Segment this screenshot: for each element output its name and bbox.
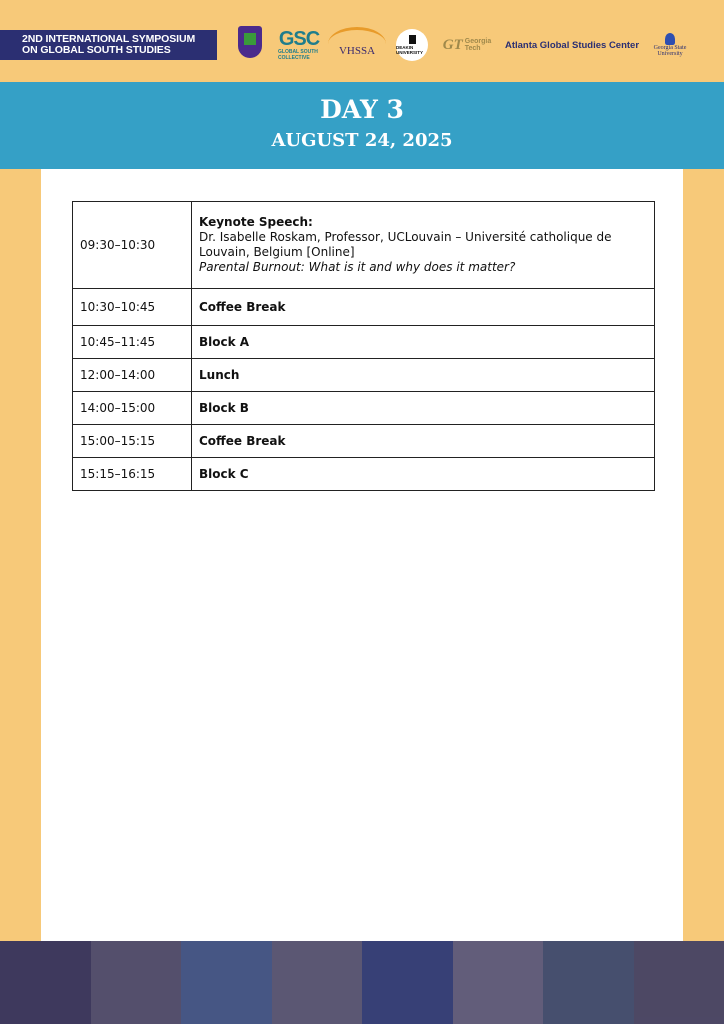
vhssa-logo-text: VHSSA xyxy=(338,44,376,57)
gt-logo-text xyxy=(465,38,491,52)
keynote-label: Keynote Speech: xyxy=(199,215,313,229)
georgia-tech-logo xyxy=(439,36,495,54)
time-cell: 15:15–16:15 xyxy=(73,458,192,491)
table-row xyxy=(73,458,655,491)
table-row xyxy=(73,425,655,458)
vhssa-logo xyxy=(328,27,386,61)
detail-cell: Lunch xyxy=(192,359,655,392)
gsu-logo-line-1: Georgia State xyxy=(653,45,687,51)
schedule-table xyxy=(72,201,655,491)
agsc-logo: Atlanta Global Studies Center xyxy=(504,39,640,51)
photo-strip-overlay xyxy=(0,941,724,1024)
gsc-logo-mark: GSC xyxy=(278,28,320,50)
day-date: AUGUST 24, 2025 xyxy=(271,130,453,151)
partner-logos xyxy=(236,24,724,66)
gsc-logo-text: GLOBAL SOUTH COLLECTIVE xyxy=(278,49,318,61)
deakin-crest-icon xyxy=(409,35,416,44)
flame-icon xyxy=(665,33,675,45)
table-row xyxy=(73,392,655,425)
time-cell: 09:30–10:30 xyxy=(73,202,192,289)
day-title: DAY 3 xyxy=(320,95,404,124)
keynote-speaker: Dr. Isabelle Roskam, Professor, UCLouvain – Université catholique de Louvain, Belgium [Online] xyxy=(199,230,612,259)
event-title-line-1: 2ND INTERNATIONAL SYMPOSIUM xyxy=(22,33,196,45)
table-row xyxy=(73,289,655,326)
day-banner xyxy=(0,82,724,169)
gt-logo-mark: GT xyxy=(442,36,463,53)
time-cell: 10:30–10:45 xyxy=(73,289,192,326)
detail-cell: Block A xyxy=(192,326,655,359)
event-title-line-2: ON GLOBAL SOUTH STUDIES xyxy=(22,44,171,56)
detail-cell xyxy=(192,202,655,289)
event-title-box xyxy=(0,30,217,60)
detail-cell: Block C xyxy=(192,458,655,491)
gsc-logo xyxy=(278,28,320,62)
gt-logo-text-line-2: Tech xyxy=(464,45,481,52)
detail-cell: Block B xyxy=(192,392,655,425)
gt-logo-text-line-1: Georgia xyxy=(464,38,492,45)
table-row xyxy=(73,202,655,289)
time-cell: 14:00–15:00 xyxy=(73,392,192,425)
gsu-logo-line-2: University xyxy=(657,51,683,57)
university-crest-logo xyxy=(238,26,262,58)
detail-cell: Coffee Break xyxy=(192,425,655,458)
georgia-state-logo xyxy=(650,28,690,62)
table-row xyxy=(73,359,655,392)
time-cell: 12:00–14:00 xyxy=(73,359,192,392)
detail-cell: Coffee Break xyxy=(192,289,655,326)
time-cell: 10:45–11:45 xyxy=(73,326,192,359)
deakin-logo xyxy=(396,29,428,61)
time-cell: 15:00–15:15 xyxy=(73,425,192,458)
table-row xyxy=(73,326,655,359)
deakin-logo-text: DEAKIN UNIVERSITY xyxy=(396,45,424,55)
keynote-talk-title: Parental Burnout: What is it and why does it matter? xyxy=(199,260,516,274)
